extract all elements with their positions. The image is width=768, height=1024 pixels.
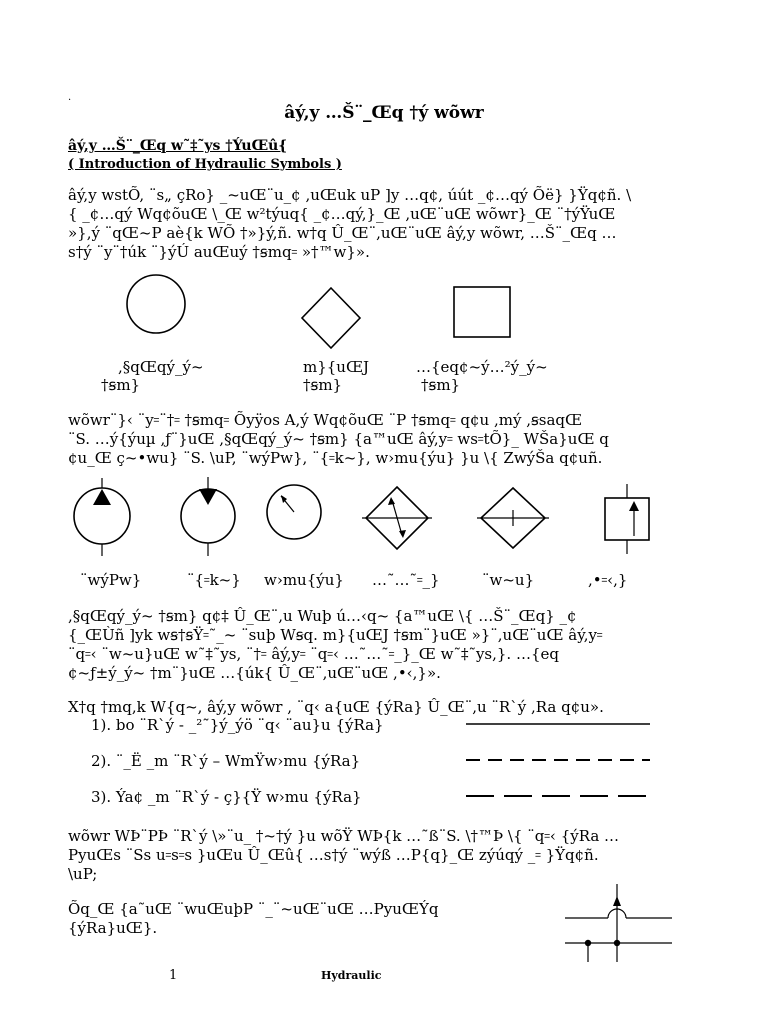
line-types-intro: X†q †mq,k W{q~, âý,y wõwr , ¨q‹ a{uŒ {ýRa} Û_Œ¨,u ¨R`ý ,Ra q¢u». bbox=[68, 698, 604, 716]
shape-label-circle: ,§qŒqý_ý~ bbox=[118, 358, 204, 376]
symbol-label-pump: ¨wýPw} bbox=[80, 571, 142, 589]
text-line: {_ŒÙñ ]yk wꞩ†ꞩŸ꞊˜_~ ¨suþ Wꞩq. m}{uŒJ †ꞩm¨}uŒ »}¨,uŒ¨uŒ âý,y꞊ bbox=[68, 626, 603, 644]
text-line: ,§qŒqý_ý~ †ꞩm} q¢‡ Û_Œ¨,u Wuþ ú…‹q~ {a™uŒ \{ …Š¨_Œq} _¢ bbox=[68, 607, 577, 625]
text-line: ¢u_Œ ç~•wu} ¨S. \uP, ¨wýPw}, ¨{꞊k~}, w›mu{ýu} }u \{ ZwýŠa q¢uñ. bbox=[68, 449, 603, 467]
top-dot: . bbox=[68, 92, 72, 103]
section-heading-english: ( Introduction of Hydraulic Symbols ) bbox=[68, 157, 342, 172]
shape-label-diamond: m}{uŒJ bbox=[303, 358, 370, 376]
text-line: PyuŒs ¨Ss u꞊s꞊s }uŒu Û_Œû{ …s†ý ¨wýß …P{q}_Œ zýúqý _꞊ }Ÿq¢ñ. bbox=[68, 846, 599, 864]
text-line: ¨S. …ý{ýuµ ,ƒ¨}uŒ ,§qŒqý_ý~ †ꞩm} {a™uŒ âý,y꞊ ws꞊tÕ}_ WŠa}uŒ q bbox=[68, 430, 609, 448]
shape-sublabel-diamond: †ꞩm} bbox=[303, 376, 343, 394]
footer-label: Hydraulic bbox=[321, 969, 382, 982]
symbol-label-valve: ¨w~u} bbox=[482, 571, 535, 589]
text-line: »},ý ¨qŒ~P aè{k WÕ †»}ý,ñ. w†q Û_Œ¨,uŒ¨uŒ âý,y wõwr, …Š¨_Œq … bbox=[68, 224, 617, 242]
symbol-label-gauge: w›mu{ýu} bbox=[264, 571, 344, 589]
text-line: wõwr¨}‹ ¨y꞊¨†꞊ †ꞩmq꞊ Õyÿos A,ý Wq¢õuŒ ¨P †ꞩmq꞊ q¢u ,mý ,ꞩsaqŒ bbox=[68, 411, 583, 429]
text-line: \uP; bbox=[68, 865, 98, 883]
line-item-solid: 1). bo ¨R`ý - _²˜}ý_ýö ¨q‹ ¨au}u {ýRa} bbox=[91, 716, 384, 734]
shape-sublabel-circle: †ꞩm} bbox=[101, 376, 141, 394]
line-item-dashed: 2). ¨_Ë _m ¨R`ý – WmŸw›mu {ýRa} bbox=[91, 752, 361, 770]
text-line: Õq_Œ {a˜uŒ ¨wuŒuþP ¨_¨~uŒ¨uŒ …PyuŒÝq bbox=[68, 900, 439, 918]
text-line: s†ý ¨y¨†úk ¨}ýÚ auŒuý †ꞩmq꞊ »†™w}». bbox=[68, 243, 370, 261]
text-line: ¨q꞊‹ ¨w~u}uŒ w˜‡˜ys, ¨†꞊ âý,y꞊ ¨q꞊‹ …˜…˜꞊_}_Œ w˜‡˜ys,}. …{eq bbox=[68, 645, 559, 663]
line-item-long-dashed: 3). Ýa¢ _m ¨R`ý - ç}{Ÿ w›mu {ýRa} bbox=[91, 788, 362, 806]
section-heading: âý,y …Š¨_Œq w˜‡˜ys †ÝuŒû{ bbox=[68, 138, 288, 154]
shape-sublabel-square: †ꞩm} bbox=[421, 376, 461, 394]
shape-label-square: …{eq¢~ý…²ý_ý~ bbox=[416, 358, 548, 376]
text-line: ¢~ƒ±ý_ý~ †m¨}uŒ …{úk{ Û_Œ¨,uŒ¨uŒ ,•‹,}». bbox=[68, 664, 441, 682]
symbol-label-motor: ¨{꞊k~} bbox=[187, 571, 241, 589]
text-line: wõwr WÞ¨PÞ ¨R`ý \»¨u_ †~†ý }u wõŸ WÞ{k …˜ß¨S. \†™Þ \{ ¨q꞊‹ {ýRa … bbox=[68, 827, 620, 845]
symbol-label-directional: ,•꞊‹,} bbox=[588, 571, 628, 589]
text-line: {ýRa}uŒ}. bbox=[68, 919, 158, 937]
page-number: 1 bbox=[169, 968, 178, 983]
text-line: âý,y wstÕ, ¨s„ çRo} _~uŒ¨u_¢ ,uŒuk uP ]y …q¢, úút _¢…qý Õë} }Ÿq¢ñ. \ bbox=[68, 186, 632, 204]
page-title: âý,y …Š¨_Œq †ý wõwr bbox=[284, 103, 484, 123]
text-line: { _¢…qý Wq¢õuŒ \_Œ w²týuq{ _¢…qý,}_Œ ,uŒ¨uŒ wõwr}_Œ ¨†ýŸuŒ bbox=[68, 205, 616, 223]
symbol-label-filter: …˜…˜꞊_} bbox=[372, 571, 440, 589]
